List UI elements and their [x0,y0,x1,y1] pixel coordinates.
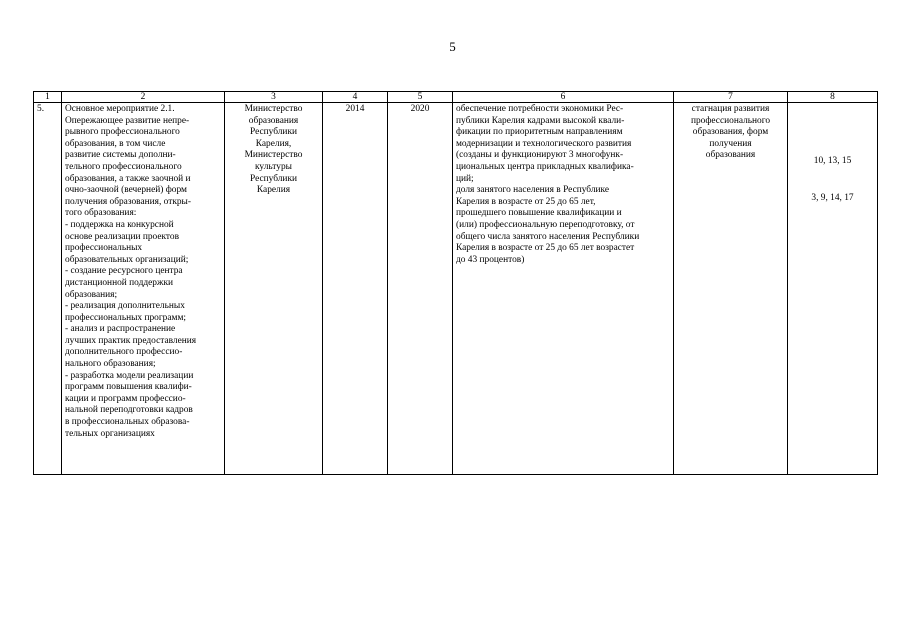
text-line: профессиональных программ; [65,312,187,323]
text-line: Министерство [244,150,303,161]
text-line: получения [709,138,752,149]
text-line: модернизации и технологического развития [456,138,632,149]
text-line: Министерство [244,104,303,114]
text-line: образования, форм [692,127,769,138]
text-line: Опережающее развитие непре- [65,115,190,126]
text-line: рывного профессионального [65,127,180,138]
text-line: культуры [255,161,292,172]
page-number: 5 [449,39,456,54]
header-col-5: 5 [388,92,453,103]
activity-description [62,103,225,475]
text-line: Основное мероприятие 2.1. [65,104,175,114]
consequences-of-non-implementation [674,103,788,475]
text-line: образования [248,115,299,126]
text-line: нальной переподготовки кадров [65,405,193,416]
text-line: лучших практик предоставления [65,335,197,346]
text-line: обеспечение потребности экономики Рес- [456,104,624,114]
header-col-1: 1 [34,92,62,103]
text-line: Карелия в возрасте от 25 до 65 лет возрастет [456,243,635,254]
text-line: (или) профессиональную переподготовку, от [456,219,635,230]
text-line: образования [705,150,756,161]
text-line: профессиональных [65,243,143,254]
text-line: - разработка модели реализации [65,370,194,381]
text-line: развитие системы дополни- [65,150,176,161]
header-col-8: 8 [788,92,878,103]
text-line: фикации по приоритетным направлениям [456,127,623,138]
text-line: общего числа занятого населения Республики [456,231,640,242]
text-line: до 43 процентов) [456,254,525,265]
text-line: стагнация развития [691,104,770,114]
header-col-3: 3 [225,92,323,103]
text-line: основе реализации проектов [65,231,180,242]
end-year: 2020 [388,103,453,475]
text-line: - реализация дополнительных [65,301,185,312]
text-line: образования, а также заочной и [65,173,191,184]
text-line: ций; [456,173,474,184]
row-number: 5. [34,103,62,475]
text-line: (созданы и функционируют 3 многофунк- [456,150,624,161]
text-line: профессионального [690,115,771,126]
header-col-2: 2 [62,92,225,103]
text-line: Карелия, [255,138,292,149]
text-line: Республики [249,173,298,184]
text-line: в профессиональных образова- [65,417,190,428]
header-col-4: 4 [323,92,388,103]
text-line: публики Карелия кадрами высокой квали- [456,115,625,126]
text-line: образования, в том числе [65,138,166,149]
text-line: прошедшего повышение квалификации и [456,208,622,219]
text-line: того образования: [65,208,137,219]
text-line: циональных центра прикладных квалифика- [456,161,634,172]
responsible-executors [225,103,323,475]
text-line: - анализ и распространение [65,324,176,335]
table-row [34,103,878,475]
text-line: кации и программ профессио- [65,393,186,404]
text-line: тельного профессионального [65,161,182,172]
text-line: - поддержка на конкурсной [65,219,174,230]
indicator-refs-1: 10, 13, 15 [813,156,852,166]
header-col-6: 6 [453,92,674,103]
text-line: дополнительного профессио- [65,347,183,358]
text-line: тельных организациях [65,428,155,439]
indicator-refs-2: 3, 9, 14, 17 [811,193,854,203]
text-line: образования; [65,289,118,300]
text-line: очно-заочной (вечерней) форм [65,185,187,196]
program-table [33,91,878,475]
expected-result [453,103,674,475]
text-line: нального образования; [65,359,156,370]
text-line: дистанционной поддержки [65,277,174,288]
text-line: образовательных организаций; [65,254,189,265]
text-line: получения образования, откры- [65,196,191,207]
text-line: Карелия [256,185,291,196]
start-year: 2014 [323,103,388,475]
text-line: доля занятого населения в Республике [456,185,610,196]
header-col-7: 7 [674,92,788,103]
text-line: Республики [249,127,298,138]
related-indicators [788,103,878,475]
text-line: - создание ресурсного центра [65,266,183,277]
text-line: Карелия в возрасте от 25 до 65 лет, [456,196,596,207]
header-row [34,92,878,103]
text-line: программ повышения квалифи- [65,382,192,393]
